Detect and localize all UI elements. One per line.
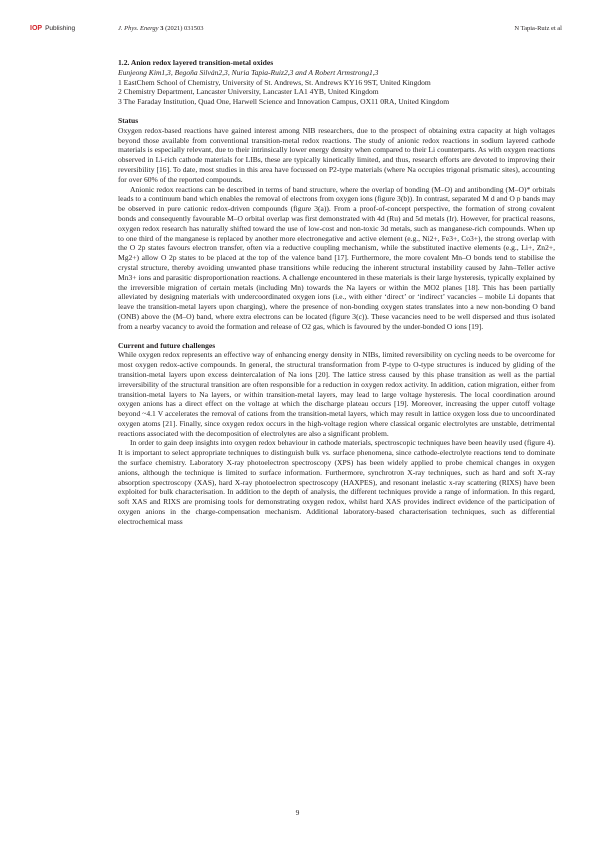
journal-volume: 3 bbox=[160, 25, 164, 32]
affiliation-2: 2 Chemistry Department, Lancaster University, Lancaster LA1 4YB, United Kingdom bbox=[118, 87, 379, 97]
running-author bbox=[514, 25, 562, 32]
section-title: 1.2. Anion redox layered transition-metal oxides bbox=[118, 58, 274, 67]
status-paragraph-1: Oxygen redox-based reactions have gained interest among NIB researchers, due to the prospect of obtaining extra capacity at high voltages beyond those available from conventional transition-metal redox reactions. The study of anionic redox reactions in sodium layered cathode materials is especially relevant, due to their intrinsically lower energy density when compared to their Li counterparts. As with oxygen reactions observed in Li-rich cathode materials for LIBs, these are typically kinetically limited, and thus, research efforts are devoted to improving their reversibility [16]. To date, most studies in this area have focussed on P2-type materials (where Na occupies trigonal prismatic sites), accounting for over 60% of the reported compounds. bbox=[118, 125, 555, 184]
challenges-paragraph-2: In order to gain deep insights into oxygen redox behaviour in cathode materials, spectroscopic techniques have been heavily used (figure 4). It is important to select appropriate techniques to distinguish bulk vs. surface phenomena, since cathode-electrolyte reactions tend to dominate the surface chemistry. Laboratory X-ray photoelectron spectroscopy (XPS) has been widely applied to probe chemical changes in oxygen anions, although the technique is limited to surface information. Furthermore, synchrotron X-ray techniques, such as hard and soft X-ray absorption spectroscopy (XAS), hard X-ray photoelectron spectroscopy (HAXPES), and resonant inelastic x-ray scattering (RIXS) have been exploited for bulk characterisation. In addition to the depth of analysis, the different techniques provide a range of information. In this regard, soft XAS and RIXS are promising tools for demonstrating oxygen redox, whilst hard XAS provides indirect evidence of the participation of oxygen anions in the charge-compensation mechanism. Additional laboratory-based characterisation techniques, such as differential electrochemical mass bbox=[118, 438, 555, 526]
page-number: 9 bbox=[295, 808, 300, 817]
status-heading: Status bbox=[118, 115, 139, 125]
journal-citation bbox=[118, 25, 204, 32]
journal-year-article: (2021) 031503 bbox=[165, 25, 204, 32]
affiliation-3: 3 The Faraday Institution, Quad One, Harwell Science and Innovation Campus, OX11 0RA, United Kingdom bbox=[118, 97, 450, 107]
running-author-text: N Tapia-Ruiz et al bbox=[514, 25, 562, 32]
iop-logo bbox=[30, 25, 75, 32]
status-paragraph-2: Anionic redox reactions can be described in terms of band structure, where the overlap of bonding (M–O) and antibonding (M–O)* orbitals leads to a continuum band which enables the removal of electrons from oxygen ions (figure 3(b)). In contrast, separated M d and O p bands may be observed in pure cationic redox-driven compounds (figure 3(a)). From a proof-of-concept perspective, the formation of strong covalent bonds and consequently favourable M–O orbital overlap was first demonstrated with 4d (Ru) and 5d metals (Ir). However, for practical reasons, oxygen redox research has naturally shifted toward the use of low-cost and non-toxic 3d metals, such as manganese-rich compounds. When up to one third of the manganese is replaced by another more electronegative and active element (e.g., Ni2+, Fe3+, Co3+), the strong overlap with the O 2p states favours electron transfer, often via a reductive coupling mechanism, while the substituted inactive elements (e.g., Li+, Zn2+, Mg2+) allow O 2p states to be placed at the top of the valence band [17]. Furthermore, the more covalent Mn–O bonds tend to stabilise the crystal structure, thereby avoiding unwanted phase transitions while reducing the inherent structural instability caused by Jahn–Teller active Mn3+ ions and parasitic disproportionation reactions. A challenge encountered in these materials is their large hysteresis, typically explained by the irreversible migration of certain metals (including Mn) towards the Na layers or within the MO2 planes [18]. This has been partially alleviated by designing materials with undercoordinated oxygen ions (i.e., with either ‘direct’ or ‘indirect’ vacancies – mobile Li dopants that leave the transition-metal layers upon charging), where the presence of non-bonding oxygen states translates into a new non-bonding O band (ONB) above the (M–O) band, where extra electrons can be located (figure 3(c)). These vacancies need to be well dispersed and thus isolated from a nearby vacancy to avoid the formation and release of O2 gas, which is favoured by the under-bonded O ions [19]. bbox=[118, 184, 555, 331]
article-body bbox=[118, 58, 555, 527]
journal-name: J. Phys. Energy bbox=[118, 25, 159, 32]
challenges-heading: Current and future challenges bbox=[118, 340, 216, 350]
page-header bbox=[30, 25, 562, 37]
affiliation-1: 1 EastChem School of Chemistry, University of St. Andrews, St. Andrews KY16 9ST, United Kingdom bbox=[118, 77, 431, 87]
logo-mark: IOP bbox=[30, 25, 43, 32]
logo-text: Publishing bbox=[45, 25, 76, 32]
section-authors: Eunjeong Kim1,3, Begoña Silván2,3, Nuria Tapia-Ruiz2,3 and A Robert Armstrong1,3 bbox=[118, 67, 379, 77]
challenges-paragraph-1: While oxygen redox represents an effective way of enhancing energy density in NIBs, limited reversibility on cycling needs to be overcome for most oxygen redox-active compounds. In general, the structural transformation from P-type to O-type structures is induced by gliding of the transition-metal layers upon excess deintercalation of Na ions [20]. The lattice stress caused by this phase transition as well as the partial irreversibility of the structural transition are often responsible for a reduction in oxygen redox activity. In addition, cation migration, either from transition-metal layers to Na layers, or within transition-metal layers, may lead to large voltage hysteresis. The local coordination around oxygen anions has a direct effect on the voltage at which the discharge plateau occurs [19]. Moreover, increasing the upper cutoff voltage beyond ~4.1 V accelerates the removal of cations from the transition-metal layers, which may result in lattice oxygen loss due to uncoordinated oxygen atoms [21]. Finally, since oxygen redox occurs in the high-voltage region where classical organic electrolytes are unstable, detrimental reactions associated with the decomposition of electrolytes are also a significant problem. bbox=[118, 350, 555, 438]
